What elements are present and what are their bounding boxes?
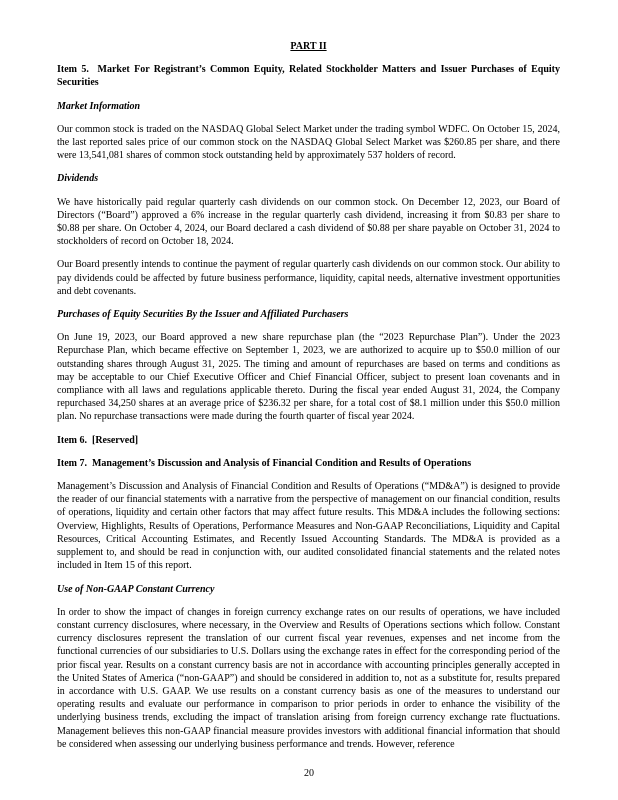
page-number: 20 xyxy=(304,767,314,779)
purchases-heading: Purchases of Equity Securities By the Issuer and Affiliated Purchasers xyxy=(57,309,349,321)
part-header xyxy=(57,40,560,53)
non-gaap-paragraph: In order to show the impact of changes in foreign currency exchange rates on our results of operations, we have included constant currency disclosures, where necessary, in the Overview and Results of Operations sections which follow. Constant currency disclosures represent the translation of our current fiscal year revenues, expenses and net income from the functional currencies of our subsidiaries to U.S. Dollars using the exchange rates in effect for the corresponding period of the prior fiscal year. Results on a constant currency basis are not in accordance with accounting principles generally accepted in the United States of America (“non-GAAP”) and should be considered in addition to, not as a substitute for, results prepared in accordance with U.S. GAAP. We use results on a constant currency basis as one of the measures to understand our operating results and evaluate our performance in comparison to prior periods in order to enhance the visibility of the underlying business trends, excluding the impact of translation arising from foreign currency exchange rate fluctuations. Management believes this non-GAAP financial measure provides investors with additional financial information that should be considered when assessing our underlying business performance and trends. However, reference xyxy=(57,606,560,750)
dividends-paragraph-1: We have historically paid regular quarterly cash dividends on our common stock. On December 12, 2023, our Board of Directors (“Board”) approved a 6% increase in the regular quarterly cash dividend, increasing it from $0.83 per share to $0.88 per share. On October 4, 2024, our Board declared a cash dividend of $0.88 per share payable on October 31, 2024 to stockholders of record on October 18, 2024. xyxy=(57,196,560,248)
dividends-paragraph-2: Our Board presently intends to continue the payment of regular quarterly cash dividends on our common stock. Our ability to pay dividends could be affected by future business performance, liquidity, capital needs, alternative investment opportunities and debt covenants. xyxy=(57,259,560,297)
item7-heading: Item 7. Management’s Discussion and Analysis of Financial Condition and Results of Operations xyxy=(57,457,472,469)
item6-heading: Item 6. [Reserved] xyxy=(57,434,139,446)
item7-paragraph: Management’s Discussion and Analysis of Financial Condition and Results of Operations (“MD&A”) is designed to provide the reader of our financial statements with a narrative from the perspective of management on our financial condition, results of operations, liquidity and certain other factors that may affect future results. This MD&A includes the following sections: Overview, Highlights, Results of Operations, Performance Measures and Non-GAAP Reconciliations, Liquidity and Capital Resources, Critical Accounting Estimates, and Recently Issued Accounting Standards. The MD&A is provided as a supplement to, and should be read in conjunction with, our audited consolidated financial statements and the related notes included in Item 15 of this report. xyxy=(57,481,560,572)
market-information-paragraph: Our common stock is traded on the NASDAQ Global Select Market under the trading symbol WDFC. On October 15, 2024, the last reported sales price of our common stock on the NASDAQ Global Select Market was $260.85 per share, and there were 13,541,081 shares of common stock outstanding held by approximately 537 holders of record. xyxy=(57,123,560,162)
market-information-heading: Market Information xyxy=(57,100,141,112)
non-gaap-heading: Use of Non-GAAP Constant Currency xyxy=(57,583,215,595)
item5-heading: Item 5. Market For Registrant’s Common Equity, Related Stockholder Matters and Issuer Purchases of Equity Securities xyxy=(57,64,560,89)
dividends-heading: Dividends xyxy=(57,173,99,185)
part-header-text: PART II xyxy=(290,41,327,52)
purchases-paragraph: On June 19, 2023, our Board approved a new share repurchase plan (the “2023 Repurchase Plan”). Under the 2023 Repurchase Plan, which became effective on September 1, 2023, we are authorized to acquire up to $50.0 million of our outstanding shares through August 31, 2025. The timing and amount of repurchases are based on terms and conditions as may be acceptable to our Chief Executive Officer and Chief Financial Officer, subject to present loan covenants and in compliance with all laws and regulations applicable thereto. During the fiscal year ended August 31, 2024, the Company repurchased 34,250 shares at an average price of $236.32 per share, for a total cost of $8.1 million under this $50.0 million plan. No repurchase transactions were made during the fourth quarter of fiscal year 2024. xyxy=(57,332,560,423)
